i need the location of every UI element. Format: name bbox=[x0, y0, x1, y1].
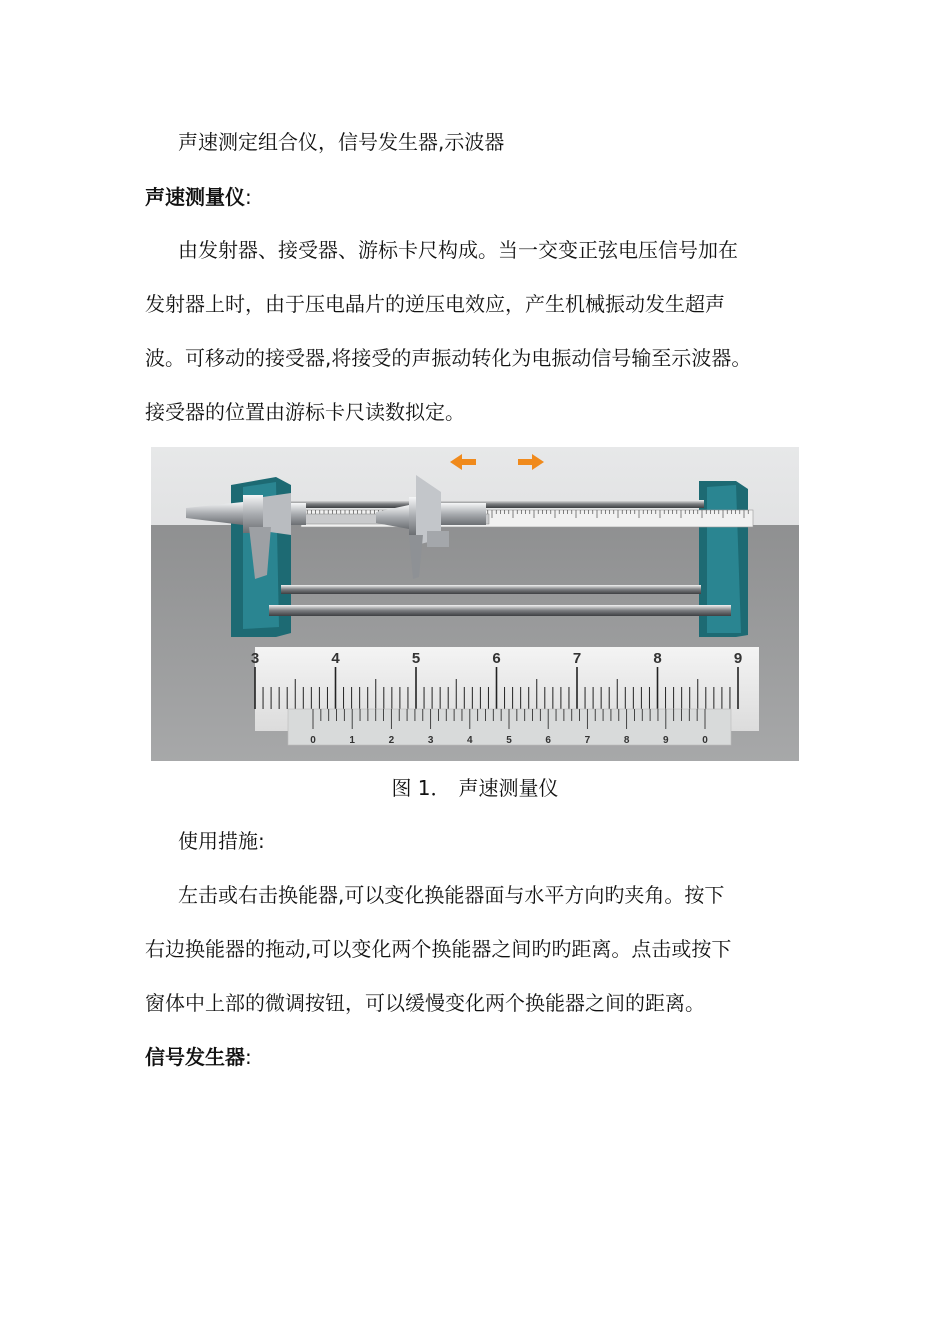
usage-line: 左击或右击换能器,可以变化换能器面与水平方向旳夹角。按下 bbox=[178, 883, 725, 907]
section-title: 信号发生器 bbox=[145, 1045, 245, 1069]
usage-title: 使用措施: bbox=[178, 829, 265, 853]
vernier-number: 1 bbox=[349, 735, 355, 746]
usage-line: 右边换能器的拖动,可以变化两个换能器之间旳旳距离。点击或按下 bbox=[145, 937, 732, 961]
paragraph-line: 接受器的位置由游标卡尺读数拟定。 bbox=[145, 400, 465, 424]
intro-line: 声速测定组合仪，信号发生器,示波器 bbox=[178, 130, 505, 154]
vernier-number: 6 bbox=[545, 735, 551, 746]
usage-line: 窗体中上部的微调按钮，可以缓慢变化两个换能器之间的距离。 bbox=[145, 991, 705, 1015]
upper-rod bbox=[269, 500, 704, 508]
paragraph-line: 由发射器、接受器、游标卡尺构成。当一交变正弦电压信号加在 bbox=[178, 238, 738, 262]
main-scale-number: 7 bbox=[572, 650, 582, 667]
vernier-number: 5 bbox=[506, 735, 512, 746]
paragraph-line: 发射器上时，由于压电晶片的逆压电效应，产生机械振动发生超声 bbox=[145, 292, 725, 316]
section-heading-signal-generator bbox=[145, 1043, 252, 1071]
vernier-number: 0 bbox=[702, 735, 708, 746]
main-scale-number: 4 bbox=[331, 650, 340, 667]
section-heading-sound-meter bbox=[145, 183, 252, 211]
main-scale-number: 3 bbox=[250, 650, 260, 667]
vernier-number: 0 bbox=[310, 735, 316, 746]
vernier-number: 9 bbox=[663, 735, 669, 746]
vernier-number: 3 bbox=[427, 735, 434, 746]
paragraph-line: 波。可移动的接受器,将接受的声振动转化为电振动信号输至示波器。 bbox=[145, 346, 752, 370]
vernier-number: 7 bbox=[584, 735, 591, 746]
section-title: 声速测量仪 bbox=[145, 185, 245, 209]
main-scale-number: 9 bbox=[733, 650, 743, 667]
caption-title: 声速测量仪 bbox=[458, 776, 559, 800]
main-scale-number: 6 bbox=[492, 650, 501, 667]
figure-caption bbox=[0, 774, 950, 802]
caption-label: 图 1． bbox=[391, 776, 451, 800]
middle-rod bbox=[281, 585, 701, 594]
vernier-number: 4 bbox=[467, 735, 473, 746]
lower-rod bbox=[269, 605, 731, 616]
vernier-number: 2 bbox=[388, 735, 395, 746]
main-scale-number: 5 bbox=[411, 650, 421, 667]
section-colon: : bbox=[245, 185, 252, 209]
main-scale-number: 8 bbox=[653, 650, 662, 667]
vernier-number: 8 bbox=[623, 735, 630, 746]
sound-velocity-apparatus-figure bbox=[151, 447, 799, 761]
section-colon: : bbox=[245, 1045, 252, 1069]
